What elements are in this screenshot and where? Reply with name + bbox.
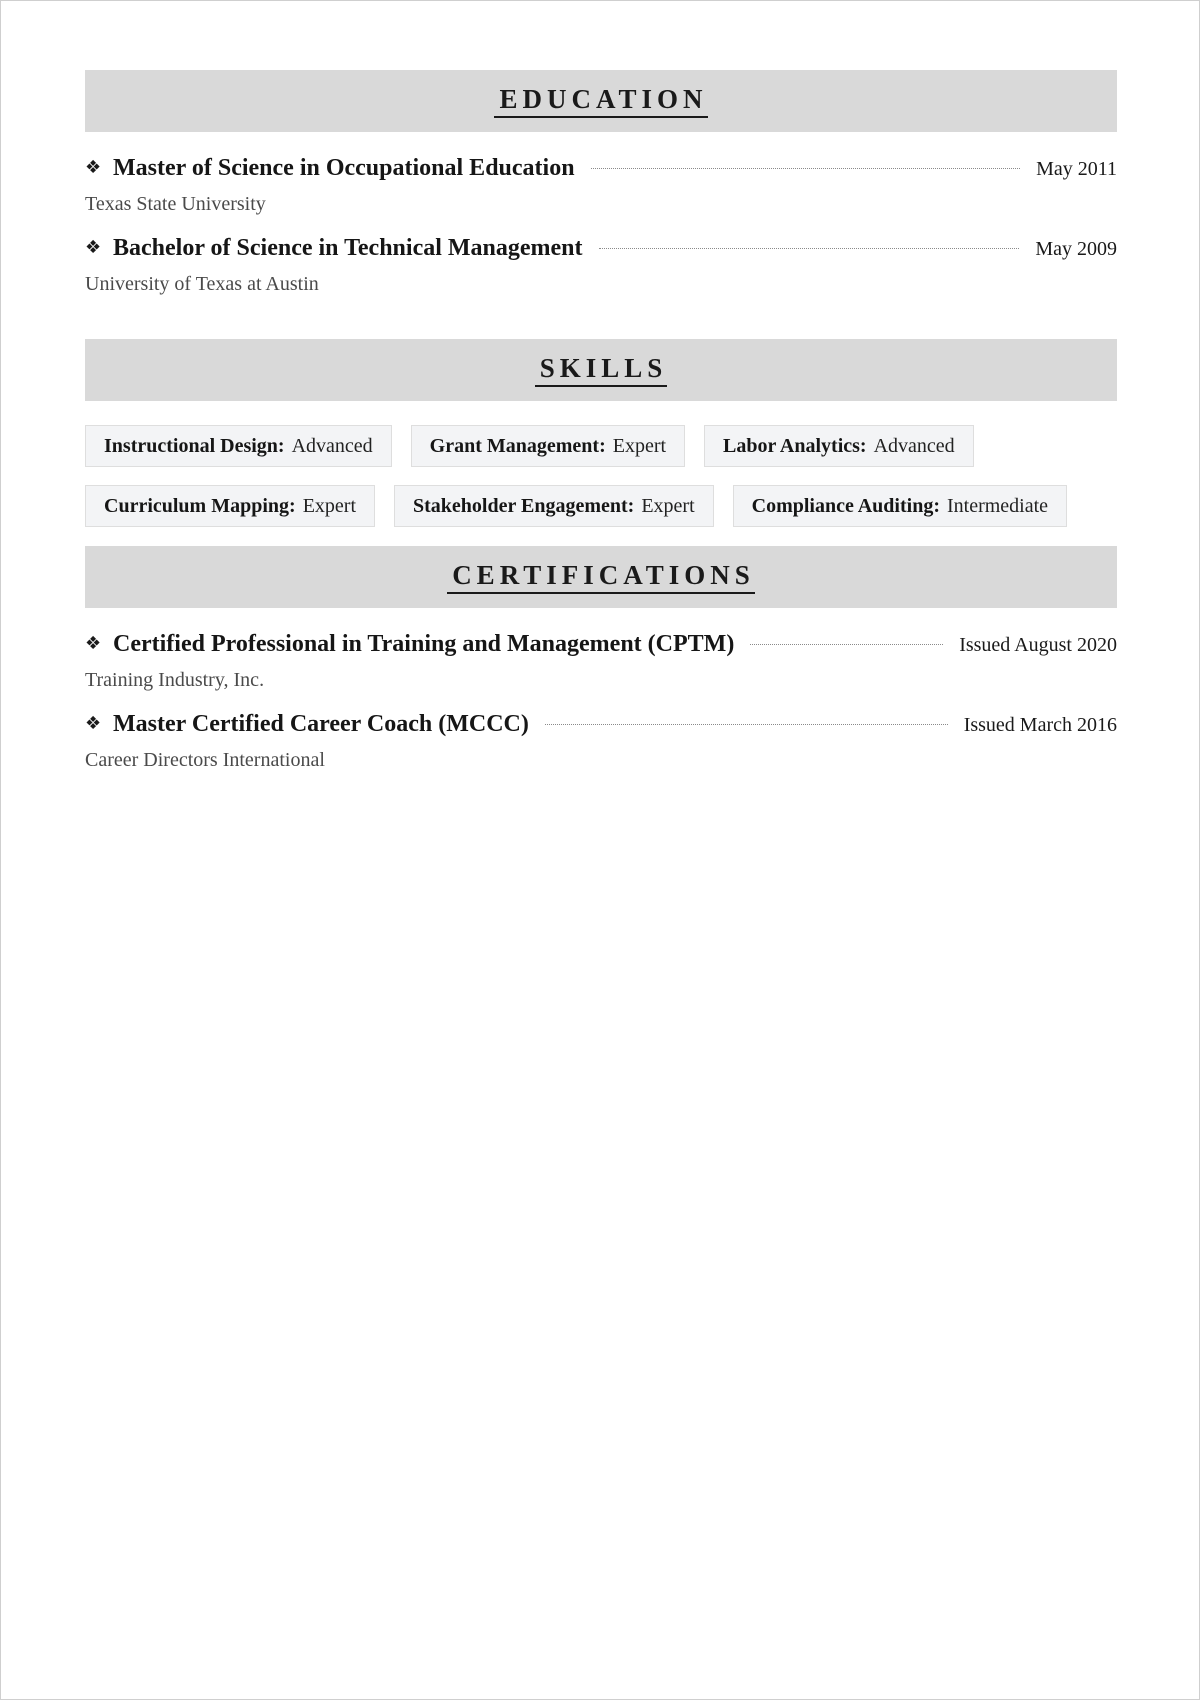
diamond-bullet-icon: ❖ — [85, 713, 102, 734]
dotted-leader — [545, 724, 948, 725]
certification-entry-row — [85, 631, 1117, 665]
degree-title: Bachelor of Science in Technical Management — [113, 235, 583, 261]
certification-entry — [85, 711, 1117, 775]
certification-date: Issued August 2020 — [959, 634, 1117, 656]
skills-grid — [85, 401, 1117, 527]
diamond-bullet-icon: ❖ — [85, 633, 102, 654]
diamond-bullet-icon: ❖ — [85, 237, 102, 258]
skill-level: Expert — [302, 494, 356, 517]
education-section-header — [85, 70, 1117, 132]
diamond-bullet-icon: ❖ — [85, 157, 102, 178]
certifications-list — [85, 608, 1117, 775]
dotted-leader — [750, 644, 943, 645]
skills-section-header — [85, 339, 1117, 401]
dotted-leader — [599, 248, 1020, 249]
skills-row — [85, 485, 1117, 527]
skill-name: Instructional Design: — [104, 434, 285, 457]
skills-row — [85, 425, 1117, 467]
education-entry-row — [85, 155, 1117, 189]
degree-title: Master of Science in Occupational Education — [113, 155, 575, 181]
certification-title: Certified Professional in Training and Management (CPTM) — [113, 631, 735, 657]
skill-name: Curriculum Mapping: — [104, 494, 296, 517]
certification-issuer: Training Industry, Inc. — [85, 669, 265, 691]
skill-chip — [394, 485, 714, 527]
certifications-heading: CERTIFICATIONS — [447, 560, 755, 594]
skill-chip — [85, 425, 392, 467]
skill-level: Advanced — [873, 434, 955, 457]
dotted-leader — [591, 168, 1021, 169]
skill-name: Stakeholder Engagement: — [413, 494, 635, 517]
education-heading: EDUCATION — [494, 84, 707, 118]
education-entry — [85, 155, 1117, 219]
skill-name: Compliance Auditing: — [751, 494, 940, 517]
skill-level: Advanced — [291, 434, 373, 457]
education-entry — [85, 235, 1117, 299]
certification-entry — [85, 631, 1117, 695]
certification-title: Master Certified Career Coach (MCCC) — [113, 711, 529, 737]
certifications-section-header — [85, 546, 1117, 608]
skill-chip — [733, 485, 1067, 527]
certification-date: Issued March 2016 — [963, 714, 1117, 736]
education-entry-row — [85, 235, 1117, 269]
skill-level: Intermediate — [946, 494, 1049, 517]
institution-name: University of Texas at Austin — [85, 273, 319, 295]
skill-chip — [85, 485, 375, 527]
certification-entry-row — [85, 711, 1117, 745]
skill-level: Expert — [612, 434, 667, 457]
skill-level: Expert — [641, 494, 695, 517]
education-list — [85, 132, 1117, 299]
degree-date: May 2011 — [1036, 158, 1117, 180]
skill-chip — [411, 425, 685, 467]
skill-name: Grant Management: — [429, 434, 606, 457]
certification-issuer: Career Directors International — [85, 749, 325, 771]
institution-name: Texas State University — [85, 193, 266, 215]
resume-content — [85, 70, 1117, 775]
skill-name: Labor Analytics: — [723, 434, 867, 457]
degree-date: May 2009 — [1035, 238, 1117, 260]
skill-chip — [704, 425, 974, 467]
skills-heading: SKILLS — [535, 353, 668, 387]
